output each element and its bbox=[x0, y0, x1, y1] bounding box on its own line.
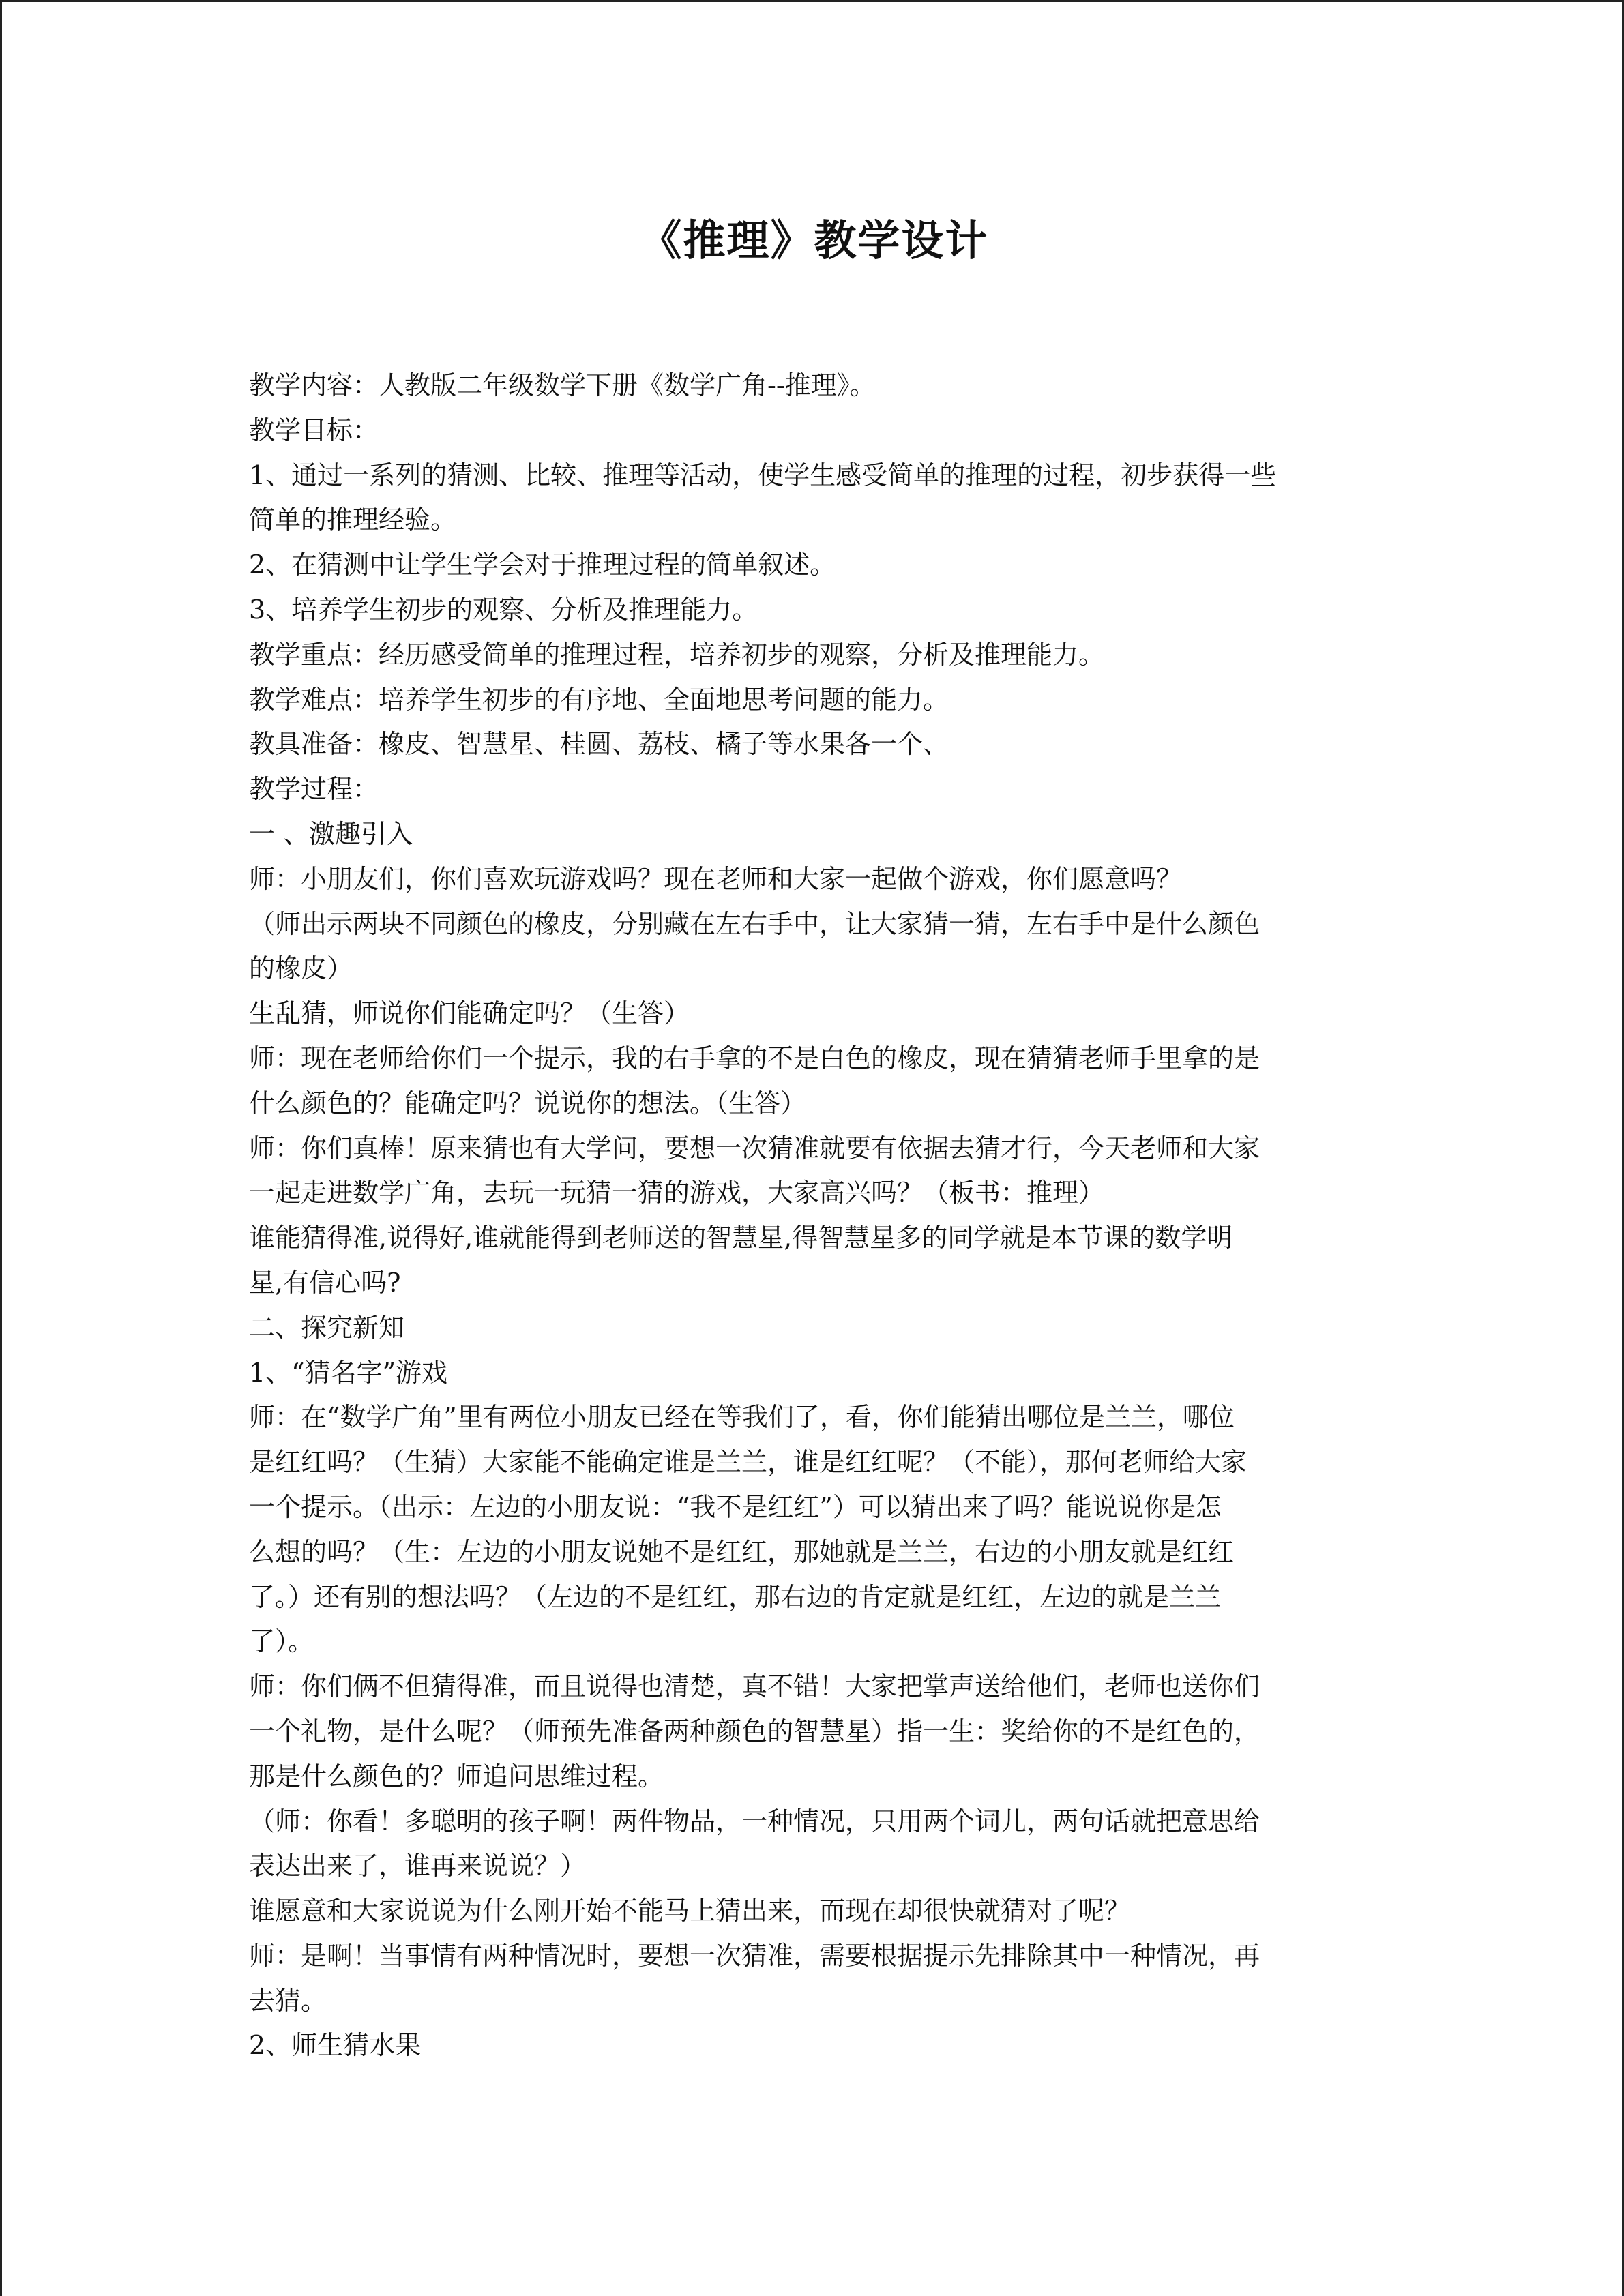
body-line: 师：现在老师给你们一个提示，我的右手拿的不是白色的橡皮，现在猜猜老师手里拿的是 bbox=[249, 1043, 1260, 1073]
body-line: 星,有信心吗? bbox=[249, 1267, 401, 1298]
body-line: 了）。 bbox=[249, 1626, 314, 1657]
body-line: 那是什么颜色的？师追问思维过程。 bbox=[249, 1761, 664, 1791]
body-line: 简单的推理经验。 bbox=[249, 505, 457, 535]
body-line: 教学内容：人教版二年级数学下册《数学广角--推理》。 bbox=[249, 370, 876, 400]
body-line: 教学重点：经历感受简单的推理过程，培养初步的观察，分析及推理能力。 bbox=[249, 639, 1105, 670]
body-line: 教学目标： bbox=[249, 415, 379, 445]
body-line: 1、“猜名字”游戏 bbox=[249, 1357, 448, 1388]
body-line: 是红红吗？（生猜）大家能不能确定谁是兰兰，谁是红红呢？（不能），那何老师给大家 bbox=[249, 1447, 1247, 1478]
document-title: 《推理》教学设计 bbox=[639, 215, 989, 265]
body-line: 师：小朋友们，你们喜欢玩游戏吗？现在老师和大家一起做个游戏，你们愿意吗？ bbox=[249, 863, 1183, 894]
body-line: 什么颜色的？能确定吗？说说你的想法。（生答） bbox=[249, 1088, 807, 1118]
body-line: （师：你看！多聪明的孩子啊！两件物品，一种情况，只用两个词儿，两句话就把意思给 bbox=[249, 1806, 1260, 1836]
body-line: 了。）还有别的想法吗？（左边的不是红红，那右边的肯定就是红红，左边的就是兰兰 bbox=[249, 1581, 1222, 1612]
body-line: （师出示两块不同颜色的橡皮，分别藏在左右手中，让大家猜一猜，左右手中是什么颜色 bbox=[249, 908, 1260, 939]
body-line: 教具准备：橡皮、智慧星、桂圆、荔枝、橘子等水果各一个、 bbox=[249, 729, 949, 760]
body-line: 谁愿意和大家说说为什么刚开始不能马上猜出来，而现在却很快就猜对了呢？ bbox=[249, 1896, 1131, 1926]
body-line: 2、师生猜水果 bbox=[249, 2030, 422, 2061]
body-line: 师：你们真棒！原来猜也有大学问，要想一次猜准就要有依据去猜才行，今天老师和大家 bbox=[249, 1133, 1260, 1163]
body-line: 师：在“数学广角”里有两位小朋友已经在等我们了，看，你们能猜出哪位是兰兰，哪位 bbox=[249, 1402, 1235, 1433]
body-line: 一个提示。（出示：左边的小朋友说：“我不是红红”）可以猜出来了吗？能说说你是怎 bbox=[249, 1491, 1222, 1522]
body-line: 教学过程： bbox=[249, 774, 379, 805]
body-line: 么想的吗？（生：左边的小朋友说她不是红红，那她就是兰兰，右边的小朋友就是红红 bbox=[249, 1536, 1235, 1567]
body-line: 生乱猜，师说你们能确定吗？（生答） bbox=[249, 998, 690, 1029]
body-line: 谁能猜得准,说得好,谁就能得到老师送的智慧星,得智慧星多的同学就是本节课的数学明 bbox=[249, 1223, 1233, 1253]
document-body bbox=[249, 363, 1381, 2068]
body-line: 3、培养学生初步的观察、分析及推理能力。 bbox=[249, 594, 758, 625]
body-line: 去猜。 bbox=[249, 1985, 327, 2016]
body-line: 师：你们俩不但猜得准，而且说得也清楚，真不错！大家把掌声送给他们，老师也送你们 bbox=[249, 1671, 1260, 1702]
body-line: 一个礼物，是什么呢？（师预先准备两种颜色的智慧星）指一生：奖给你的不是红色的， bbox=[249, 1716, 1260, 1746]
body-line: 表达出来了，谁再来说说？） bbox=[249, 1851, 587, 1881]
body-line: 二、探究新知 bbox=[249, 1312, 405, 1343]
body-line: 一起走进数学广角，去玩一玩猜一猜的游戏，大家高兴吗？（板书：推理） bbox=[249, 1178, 1105, 1208]
body-line: 的橡皮） bbox=[249, 953, 353, 984]
body-line: 教学难点：培养学生初步的有序地、全面地思考问题的能力。 bbox=[249, 684, 949, 715]
body-line: 师：是啊！当事情有两种情况时，要想一次猜准，需要根据提示先排除其中一种情况，再 bbox=[249, 1940, 1260, 1971]
body-line: 一 、激趣引入 bbox=[249, 818, 413, 849]
body-line: 1、通过一系列的猜测、比较、推理等活动，使学生感受简单的推理的过程，初步获得一些 bbox=[249, 460, 1277, 490]
body-line: 2、在猜测中让学生学会对于推理过程的简单叙述。 bbox=[249, 550, 836, 580]
